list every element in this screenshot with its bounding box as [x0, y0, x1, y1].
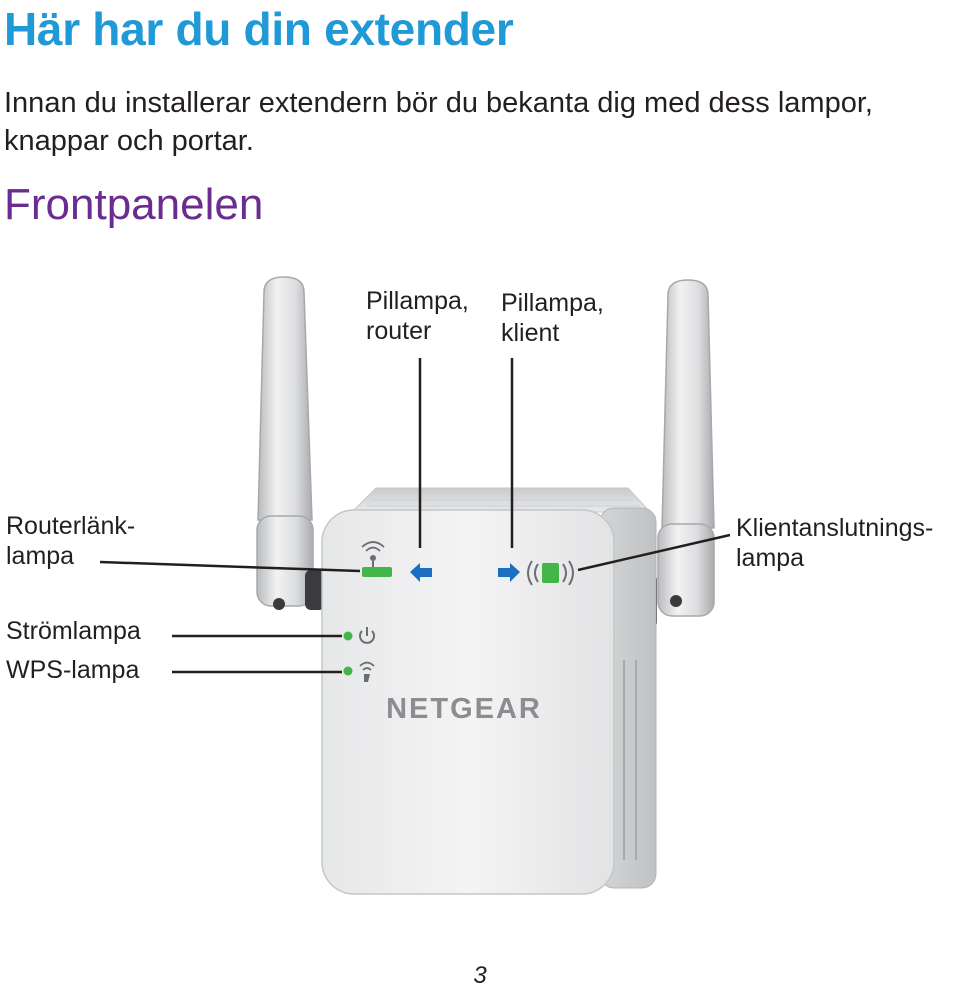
callout-line: lampa [6, 542, 75, 570]
callout-line: Routerlänk- [6, 512, 136, 540]
callout-router-arrow-led [366, 286, 469, 346]
router-link-leader [100, 562, 360, 571]
callout-router-link-led [6, 511, 135, 571]
callout-line: Pillampa, [366, 287, 469, 315]
callout-line: Klientanslutnings- [736, 514, 934, 542]
callout-wps-led: WPS-lampa [6, 656, 140, 684]
page-title: Här har du din extender [4, 3, 514, 55]
page-number: 3 [473, 962, 487, 989]
callout-line: Pillampa, [501, 289, 604, 317]
router-link-led [362, 567, 392, 577]
left-antenna [257, 277, 325, 610]
callout-line: router [366, 317, 432, 345]
callout-power-led: Strömlampa [6, 617, 141, 645]
intro-text: Innan du installerar extendern bör du bekanta dig med dess lampor, knappar och portar. [4, 87, 873, 157]
callout-client-connection-led [736, 513, 933, 573]
power-led [344, 632, 353, 641]
callout-line: lampa [736, 544, 805, 572]
wps-led [344, 667, 353, 676]
extender-body [322, 488, 656, 894]
callout-client-arrow-led [501, 288, 604, 348]
netgear-logo: NETGEAR [386, 693, 542, 725]
section-title: Frontpanelen [4, 180, 264, 229]
callout-line: klient [501, 319, 560, 347]
